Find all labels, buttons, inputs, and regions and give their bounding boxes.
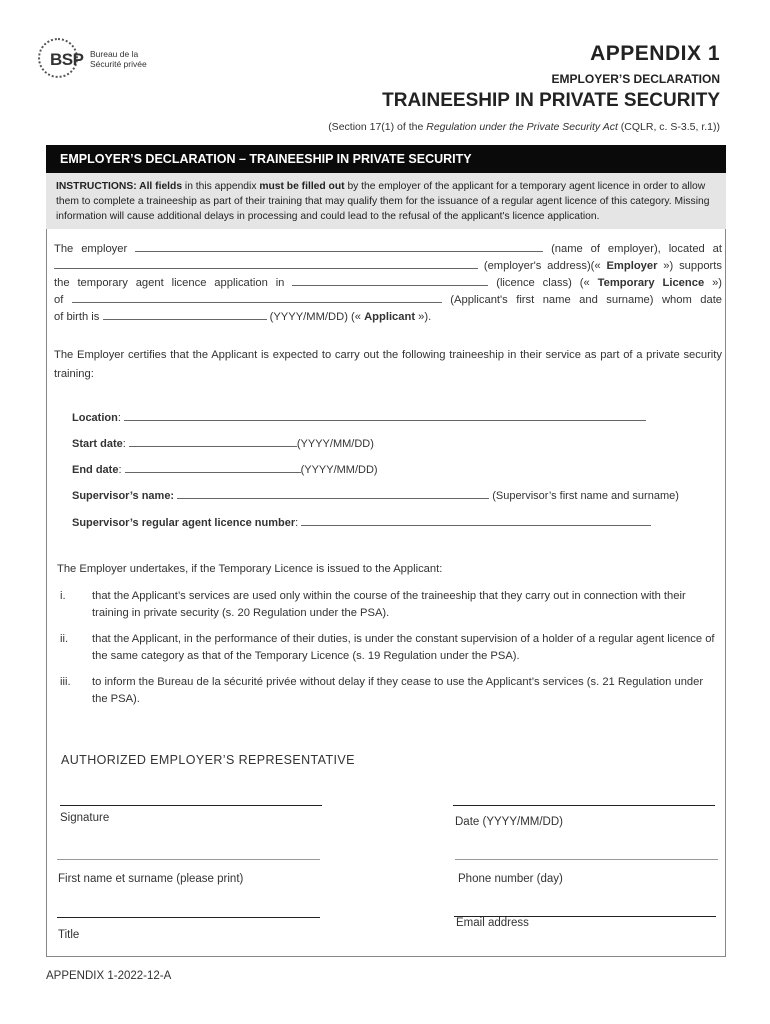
end-date-label: End date xyxy=(72,464,119,476)
email-label: Email address xyxy=(456,917,529,929)
supervisor-row xyxy=(72,488,679,502)
text-licence-close: ») xyxy=(704,277,723,289)
document-title: TRAINEESHIP IN PRIVATE SECURITY xyxy=(382,90,720,111)
start-date-label: Start date xyxy=(72,438,123,450)
name-line[interactable] xyxy=(57,859,320,860)
licence-number-field[interactable] xyxy=(301,515,651,526)
employer-address-field[interactable] xyxy=(54,258,478,269)
start-date-field[interactable] xyxy=(129,436,297,447)
end-date-row: End date: (YYYY/MM/DD) xyxy=(72,464,378,476)
text-name-of-employer: (name of employer), located at xyxy=(551,243,723,255)
applicant-name-field[interactable] xyxy=(72,292,442,303)
date-line[interactable] xyxy=(453,805,715,806)
phone-line[interactable] xyxy=(455,859,718,860)
instructions-mid: in this appendix xyxy=(182,181,260,192)
section-ref-regulation: Regulation under the Private Security Act xyxy=(426,121,618,133)
text-temporary-licence-bold: Temporary Licence xyxy=(597,277,705,289)
name-label: First name et surname (please print) xyxy=(58,873,244,885)
instructions-lead: INSTRUCTIONS: All fields xyxy=(56,181,183,192)
phone-label: Phone number (day) xyxy=(458,873,563,885)
item-text: that the Applicant’s services are used only within the course of the traineeship that they carry out in connection with their training in private security (s. 20 Regulation under the PSA). xyxy=(92,590,686,619)
text-licence-class-a: (licence class) (« xyxy=(496,277,598,289)
item-text: to inform the Bureau de la sécurité privée without delay if they cease to use the Applicant’s services (s. 21 Regulation under the PSA). xyxy=(92,676,704,705)
text-licence-application: the temporary agent licence application in xyxy=(54,277,285,289)
end-date-format: (YYYY/MM/DD) xyxy=(300,464,378,476)
logo-line-2: Sécurité privée xyxy=(90,59,147,69)
date-label: Date (YYYY/MM/DD) xyxy=(455,816,563,828)
title-line[interactable] xyxy=(57,917,320,918)
item-number: i. xyxy=(60,590,66,602)
text-applicant-bold: Applicant xyxy=(364,311,416,323)
start-date-format: (YYYY/MM/DD) xyxy=(296,438,374,450)
declaration-line-2 xyxy=(54,258,722,275)
item-text: that the Applicant, in the performance of their duties, is under the constant supervision of a holder of a regular agent licence of the same category as that of the Temporary Licence (s. 19 Regulation under the PSA). xyxy=(92,633,715,662)
title-label: Title xyxy=(58,929,80,941)
undertakes-text: The Employer undertakes, if the Temporary Licence is issued to the Applicant: xyxy=(57,563,443,575)
text-dob-format: (YYYY/MM/DD) (« xyxy=(269,311,365,323)
text-of: of xyxy=(54,294,64,306)
footer-code: APPENDIX 1-2022-12-A xyxy=(46,970,172,982)
supervisor-label: Supervisor’s name: xyxy=(72,490,175,502)
declaration-line-3 xyxy=(54,275,722,292)
declaration-line-4 xyxy=(54,292,722,309)
document-subtitle: EMPLOYER’S DECLARATION xyxy=(551,72,720,86)
item-number: iii. xyxy=(60,676,71,688)
instructions-box xyxy=(46,173,726,229)
licence-number-label: Supervisor’s regular agent licence number xyxy=(72,517,296,529)
text-employer-bold: Employer xyxy=(606,260,658,272)
text-supports: ») supports xyxy=(657,260,722,272)
licence-class-field[interactable] xyxy=(292,275,488,286)
section-ref-prefix: (Section 17(1) of the xyxy=(328,121,427,133)
logo-text xyxy=(90,49,147,69)
supervisor-name-field[interactable] xyxy=(177,488,489,499)
text-the-employer: The employer xyxy=(54,243,128,255)
licence-number-row: Supervisor’s regular agent licence number: xyxy=(72,515,651,529)
text-licence-class xyxy=(496,277,722,289)
section-bar: EMPLOYER’S DECLARATION – TRAINEESHIP IN PRIVATE SECURITY xyxy=(46,145,726,173)
text-applicant-close: »). xyxy=(415,311,432,323)
representative-heading: AUTHORIZED EMPLOYER’S REPRESENTATIVE xyxy=(61,753,355,767)
declaration-line-5 xyxy=(54,309,722,326)
text-date-of-birth: of birth is xyxy=(54,311,100,323)
date-of-birth-field[interactable] xyxy=(103,309,267,320)
logo-line-1: Bureau de la xyxy=(90,49,139,59)
section-ref-suffix: (CQLR, c. S-3.5, r.1)) xyxy=(617,121,720,133)
start-date-row: Start date: (YYYY/MM/DD) xyxy=(72,438,374,450)
text-applicant-name: (Applicant's first name and surname) whom date xyxy=(450,294,723,306)
declaration-paragraph xyxy=(54,241,722,326)
section-reference xyxy=(328,121,720,133)
signature-label: Signature xyxy=(60,812,110,824)
supervisor-note: (Supervisor’s first name and surname) xyxy=(492,490,679,502)
text-employer-address-a: (employer's address)(« xyxy=(483,260,607,272)
signature-line[interactable] xyxy=(60,805,322,806)
employer-name-field[interactable] xyxy=(135,241,543,252)
bsp-logo xyxy=(38,38,158,82)
text-employer-address xyxy=(484,260,722,272)
location-label: Location xyxy=(72,412,118,424)
instructions-bold: must be filled out xyxy=(259,181,345,192)
instructions-rest: by the employer of the applicant for a temporary agent licence in order to allow them to complete a traineeship as part of their training that may qualify them for the issuance of a regular agent licence of this category. Missing information will cause additional delays in processing and could lead to the refusal of the applicant's licence application. xyxy=(56,181,710,222)
certifies-paragraph: The Employer certifies that the Applicant is expected to carry out the following traineeship in their service as part of a private security training: xyxy=(54,349,722,380)
declaration-line-1 xyxy=(54,241,722,258)
logo-abbr: BSP xyxy=(50,50,84,69)
appendix-number: APPENDIX 1 xyxy=(590,42,720,65)
location-row: Location: xyxy=(72,410,646,424)
location-field[interactable] xyxy=(124,410,646,421)
item-number: ii. xyxy=(60,633,69,645)
end-date-field[interactable] xyxy=(125,462,301,473)
